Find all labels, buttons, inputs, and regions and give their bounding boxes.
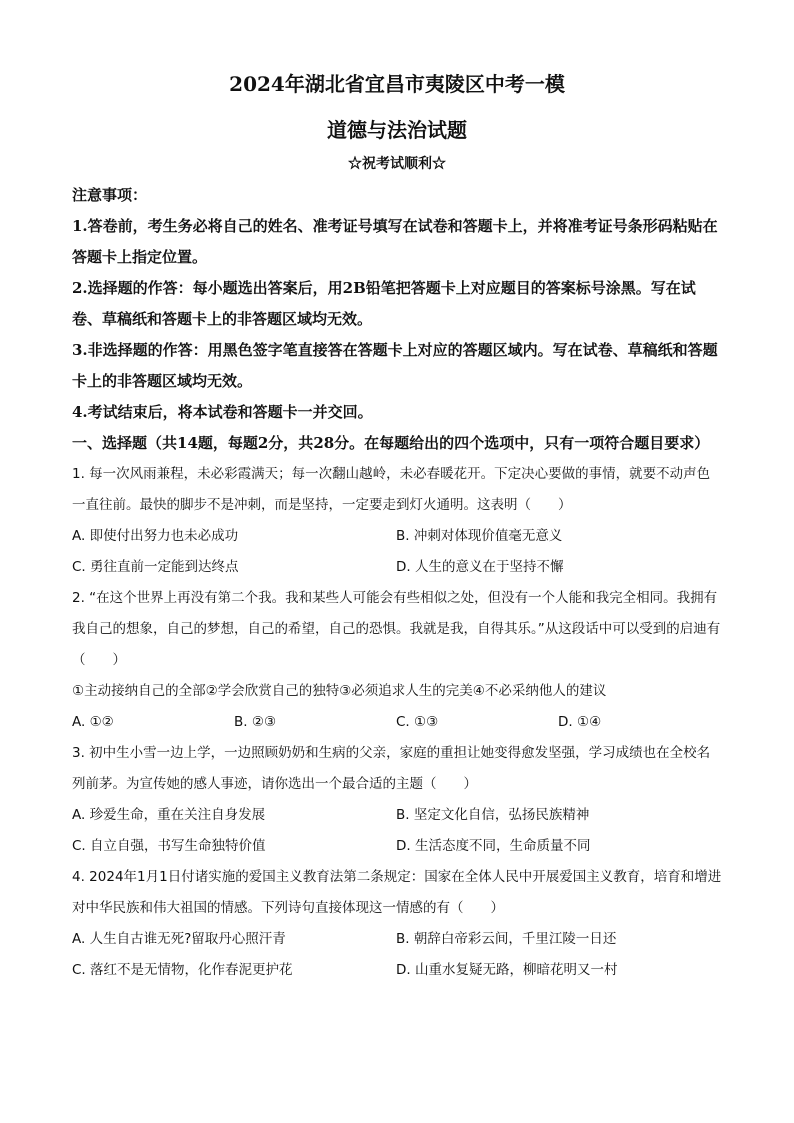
notes-heading: 注意事项： (72, 186, 148, 204)
notes-section (72, 180, 722, 428)
question-4 (72, 862, 722, 986)
exam-title: 2024年湖北省宜昌市夷陵区中考一模 (229, 72, 565, 96)
options-grid (72, 707, 722, 738)
option-d: D. 山重水复疑无路，柳暗花明又一村 (396, 962, 618, 978)
option-d: D. 人生的意义在于坚持不懈 (396, 559, 564, 575)
option-b: B. 冲刺对体现价值毫无意义 (396, 528, 563, 544)
note-item: 1.答卷前，考生务必将自己的姓名、准考证号填写在试卷和答题卡上，并将准考证号条形码粘贴在答题卡上指定位置。 (72, 217, 718, 266)
option-d: D. ①④ (558, 714, 602, 730)
option-a: A. 即使付出努力也未必成功 (72, 528, 239, 544)
question-2 (72, 583, 722, 738)
question-stem: 4. 2024年1月1日付诸实施的爱国主义教育法第二条规定：国家在全体人民中开展爱国主义教育，培育和增进对中华民族和伟大祖国的情感。下列诗句直接体现这一情感的有（ ） (72, 869, 722, 916)
option-b: B. 朝辞白帝彩云间，千里江陵一日还 (396, 931, 617, 947)
question-stem: 2. “在这个世界上再没有第二个我。我和某些人可能会有些相似之处，但没有一个人能和我完全相同。我拥有我自己的想象，自己的梦想，自己的希望，自己的恐惧。我就是我，自得其乐。”从这段话中可以受到的启迪有（ ） (72, 590, 721, 668)
options-grid (72, 800, 722, 862)
option-c: C. ①③ (396, 714, 439, 730)
note-item: 2.选择题的作答：每小题选出答案后，用2B铅笔把答题卡上对应题目的答案标号涂黑。写在试卷、草稿纸和答题卡上的非答题区域均无效。 (72, 279, 696, 328)
option-c: C. 落红不是无情物，化作春泥更护花 (72, 962, 293, 978)
option-a: A. 人生自古谁无死?留取丹心照汗青 (72, 931, 286, 947)
section-heading: 一、选择题（共14题，每题2分，共28分。在每题给出的四个选项中，只有一项符合题目要求） (72, 434, 710, 452)
exam-subject-title: 道德与法治试题 (327, 118, 467, 142)
option-c: C. 勇往直前一定能到达终点 (72, 559, 239, 575)
options-grid (72, 924, 722, 986)
question-statements: ①主动接纳自己的全部②学会欣赏自己的独特③必须追求人生的完美④不必采纳他人的建议 (72, 683, 607, 699)
question-stem: 3. 初中生小雪一边上学，一边照顾奶奶和生病的父亲，家庭的重担让她变得愈发坚强，学习成绩也在全校名列前茅。为宣传她的感人事迹，请你选出一个最合适的主题（ ） (72, 745, 711, 792)
good-luck-line: ☆祝考试顺利☆ (348, 156, 446, 172)
question-stem: 1. 每一次风雨兼程，未必彩霞满天；每一次翻山越岭，未必春暖花开。下定决心要做的事情，就要不动声色一直往前。最快的脚步不是冲刺，而是坚持，一定要走到灯火通明。这表明（ ） (72, 466, 711, 513)
option-a: A. 珍爱生命，重在关注自身发展 (72, 807, 266, 823)
note-item: 3.非选择题的作答：用黑色签字笔直接答在答题卡上对应的答题区域内。写在试卷、草稿纸和答题卡上的非答题区域均无效。 (72, 341, 718, 390)
option-c: C. 自立自强，书写生命独特价值 (72, 838, 266, 854)
question-3 (72, 738, 722, 862)
option-b: B. 坚定文化自信，弘扬民族精神 (396, 807, 590, 823)
option-d: D. 生活态度不同，生命质量不同 (396, 838, 591, 854)
question-1 (72, 459, 722, 583)
option-b: B. ②③ (234, 714, 277, 730)
options-grid (72, 521, 722, 583)
note-item: 4.考试结束后，将本试卷和答题卡一并交回。 (72, 403, 373, 421)
option-a: A. ①② (72, 714, 114, 730)
